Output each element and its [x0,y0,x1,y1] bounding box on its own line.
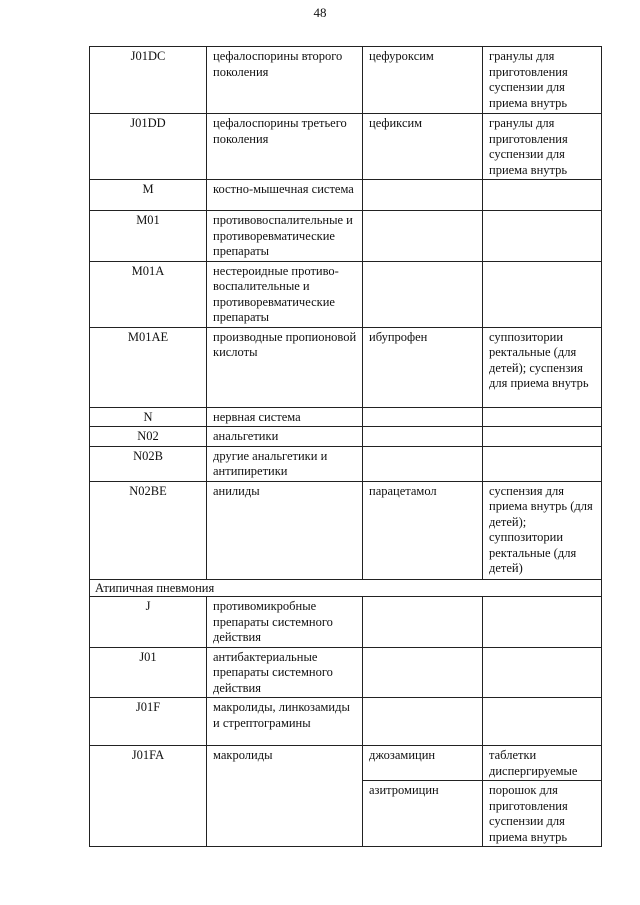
drug-name: цефиксим [363,114,483,180]
table-row [90,597,602,648]
drug-name [363,698,483,746]
atc-code: N [90,407,207,427]
drug-name: цефуроксим [363,47,483,114]
group-name: костно-мышечная система [207,180,363,211]
group-name: противомикробные препараты системного действия [207,597,363,648]
drug-name [363,427,483,447]
dosage-form: гранулы для приготовления суспензии для приема внутрь [483,114,602,180]
atc-code: J01DC [90,47,207,114]
drug-name: азитромицин [363,781,483,847]
atc-code: M01AE [90,327,207,407]
group-name: анилиды [207,481,363,579]
dosage-form [483,261,602,327]
group-name: другие анальгетики и антипиретики [207,446,363,481]
group-name: макролиды [207,746,363,847]
atc-code: J [90,597,207,648]
dosage-form: суппозитории ректальные (для детей); суспензия для приема внутрь [483,327,602,407]
dosage-form [483,211,602,262]
dosage-form [483,180,602,211]
table-row [90,746,602,781]
drug-name [363,180,483,211]
drug-name: ибупрофен [363,327,483,407]
group-name: анальгетики [207,427,363,447]
drug-name [363,446,483,481]
table-row [90,47,602,114]
atc-code: J01DD [90,114,207,180]
atc-code: M [90,180,207,211]
drug-name [363,597,483,648]
atc-code: N02BE [90,481,207,579]
group-name: антибактериальные препараты системного действия [207,647,363,698]
table-row [90,327,602,407]
table-row [90,698,602,746]
dosage-form: порошок для приготовления суспензии для приема внутрь [483,781,602,847]
drug-name [363,261,483,327]
atc-code: J01F [90,698,207,746]
drug-name [363,211,483,262]
drug-name: парацетамол [363,481,483,579]
atc-code: M01A [90,261,207,327]
table-row [90,114,602,180]
group-name: производные пропионовой кислоты [207,327,363,407]
table-row [90,427,602,447]
dosage-form [483,407,602,427]
atc-code: J01 [90,647,207,698]
dosage-form: суспензия для приема внутрь (для детей); суппозитории ректальные (для детей) [483,481,602,579]
atc-code: N02 [90,427,207,447]
section-row [90,579,602,597]
table-row [90,180,602,211]
dosage-form [483,647,602,698]
table-row [90,407,602,427]
atc-code: M01 [90,211,207,262]
dosage-form [483,446,602,481]
drug-name: джозамицин [363,746,483,781]
page-number: 48 [313,5,327,20]
atc-code: N02B [90,446,207,481]
group-name: макролиды, линкозамиды и стрептограмины [207,698,363,746]
group-name: нестероидные противовоспалительные и противоревматические препараты [207,261,363,327]
table-row [90,481,602,579]
dosage-form: таблетки диспергируемые [483,746,602,781]
group-name: цефалоспорины третьего поколения [207,114,363,180]
group-name: нервная система [207,407,363,427]
group-name: противовоспалительные и противоревматические препараты [207,211,363,262]
table-row [90,261,602,327]
table-row [90,647,602,698]
drug-name [363,647,483,698]
drug-table [89,46,602,847]
dosage-form [483,427,602,447]
section-title: Атипичная пневмония [90,579,602,597]
table-row [90,211,602,262]
atc-code: J01FA [90,746,207,847]
dosage-form [483,698,602,746]
group-name: цефалоспорины второго поколения [207,47,363,114]
drug-name [363,407,483,427]
dosage-form [483,597,602,648]
dosage-form: гранулы для приготовления суспензии для приема внутрь [483,47,602,114]
table-row [90,446,602,481]
